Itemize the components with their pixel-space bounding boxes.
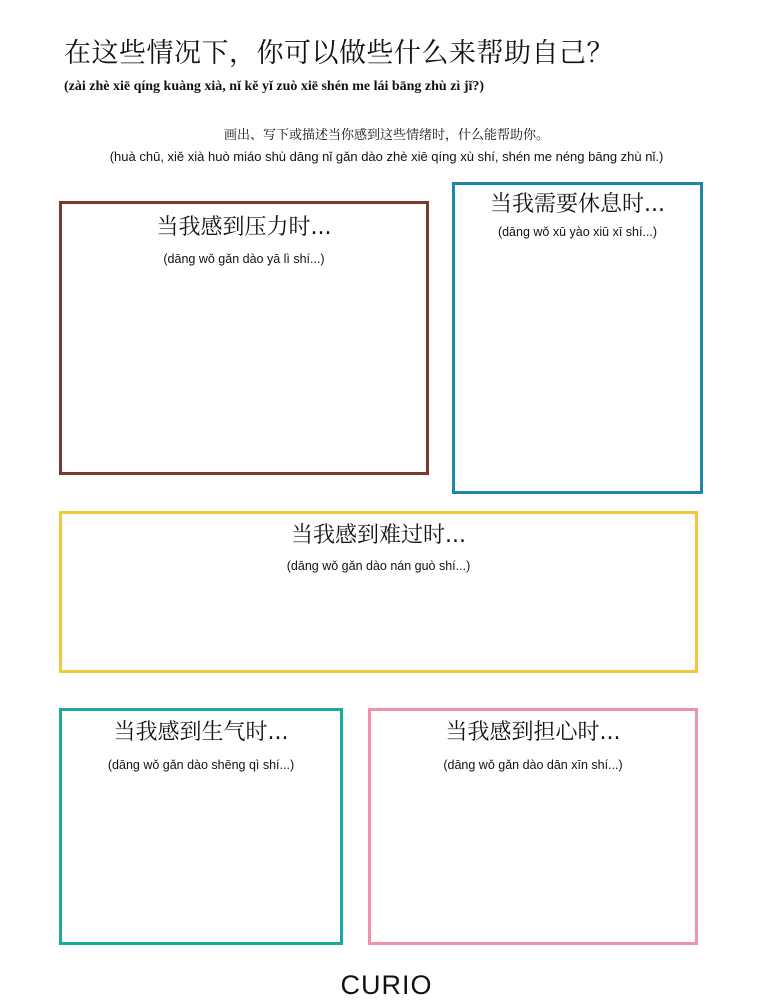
angry-box[interactable]	[59, 708, 343, 945]
rest-box[interactable]	[452, 182, 703, 494]
stress-box-heading: 当我感到压力时...	[156, 215, 332, 240]
instructions-pinyin: (huà chū, xiě xià huò miáo shù dāng nǐ gǎn dào zhè xiē qíng xù shí, shén me néng bāng zhù nǐ.)	[109, 149, 664, 164]
worry-box[interactable]	[368, 708, 698, 945]
angry-box-heading: 当我感到生气时...	[113, 720, 289, 745]
rest-box-pinyin: (dāng wǒ xū yào xiū xī shí...)	[497, 225, 658, 239]
instructions-text: 画出、写下或描述当你感到这些情绪时，什么能帮助你。	[223, 128, 549, 143]
sad-box-pinyin: (dāng wǒ gǎn dào nán guò shí...)	[286, 559, 471, 573]
worry-box-heading: 当我感到担心时...	[445, 720, 621, 745]
page-title: 在这些情况下，你可以做些什么来帮助自己？	[64, 38, 614, 69]
curio-logo: CURIO	[340, 970, 433, 1000]
worry-box-pinyin: (dāng wǒ gǎn dào dān xīn shí...)	[443, 758, 623, 772]
sad-box[interactable]	[59, 511, 698, 673]
sad-box-heading: 当我感到难过时...	[291, 523, 466, 548]
stress-box[interactable]	[59, 201, 429, 475]
stress-box-pinyin: (dāng wǒ gǎn dào yā lì shí...)	[163, 252, 325, 266]
angry-box-pinyin: (dāng wǒ gǎn dào shēng qì shí...)	[107, 758, 295, 772]
page-title-pinyin: (zài zhè xiē qíng kuàng xià, nǐ kě yǐ zuò xiē shén me lái bāng zhù zì jǐ?)	[64, 79, 485, 94]
rest-box-heading: 当我需要休息时...	[490, 192, 665, 217]
